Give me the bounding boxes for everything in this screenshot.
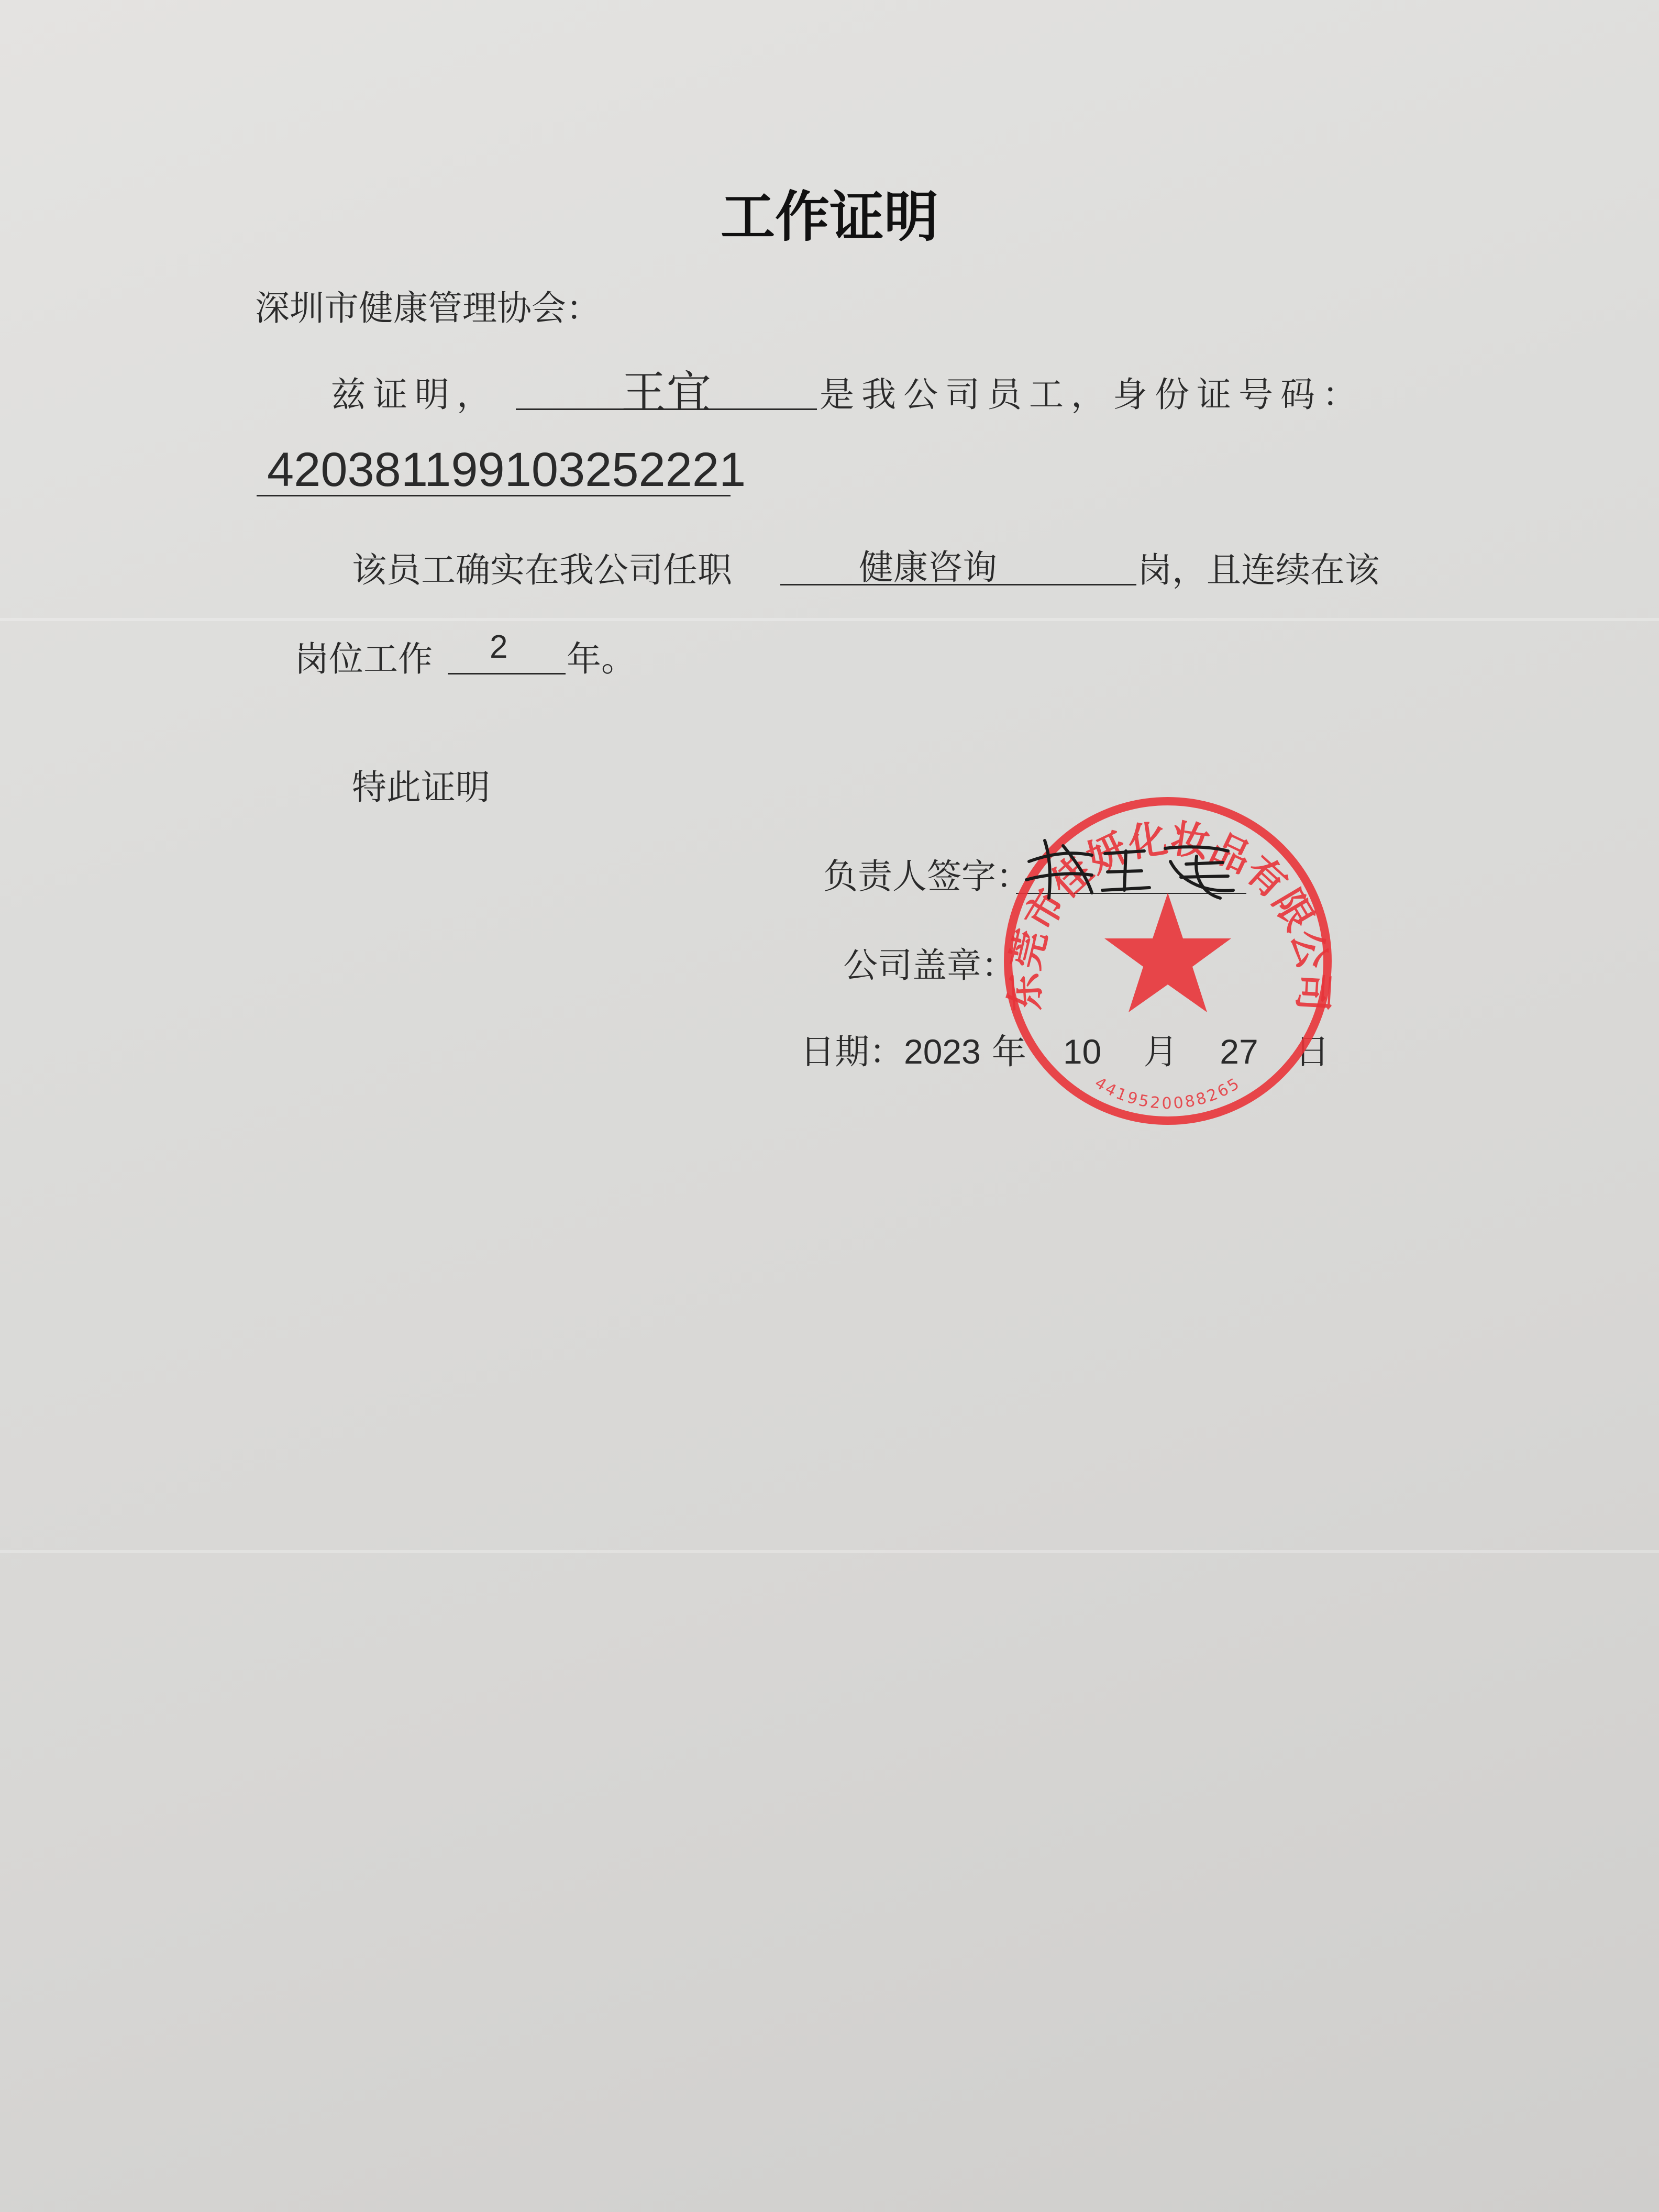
month-unit: 月 — [1143, 1032, 1178, 1072]
line2-suffix: 岗，且连续在该 — [1137, 550, 1379, 590]
years: 2 — [490, 629, 508, 665]
line3-prefix: 岗位工作 — [294, 639, 433, 679]
date-label: 日期： — [800, 1032, 904, 1072]
id-number-field — [257, 443, 746, 496]
position-field — [780, 539, 1136, 588]
seal-code: 4419520088265 — [1091, 1074, 1244, 1113]
closing: 特此证明 — [352, 767, 490, 808]
seal-text: 东莞市佳妍化妆品有限公司 — [1001, 816, 1337, 1013]
position: 健康咨询 — [859, 547, 997, 588]
stamp-label: 公司盖章： — [843, 945, 1016, 986]
year-unit: 年 — [991, 1032, 1026, 1072]
day-unit: 日 — [1295, 1032, 1330, 1072]
signer-label: 负责人签字： — [823, 856, 1031, 897]
line1-suffix: 是我公司员工，身份证号码： — [820, 374, 1364, 415]
date-month: 10 — [1063, 1032, 1102, 1071]
employee-name-field — [516, 356, 817, 418]
line2-prefix: 该员工确实在我公司任职 — [352, 550, 732, 590]
addressee: 深圳市健康管理协会： — [255, 288, 601, 328]
paper-fold — [0, 618, 1659, 621]
date-year: 2023 — [904, 1032, 981, 1071]
handwritten-signature — [1013, 825, 1259, 909]
employee-name: 王宜 — [621, 368, 712, 418]
years-field — [448, 628, 566, 674]
date-day: 27 — [1220, 1032, 1258, 1071]
line1-prefix: 兹证明， — [331, 374, 499, 415]
document-title: 工作证明 — [720, 185, 938, 249]
id-number: 420381199103252221 — [267, 443, 746, 496]
seal-star-icon — [1104, 893, 1231, 1012]
paper-fold — [0, 1550, 1659, 1553]
line3-suffix: 年。 — [567, 639, 636, 679]
